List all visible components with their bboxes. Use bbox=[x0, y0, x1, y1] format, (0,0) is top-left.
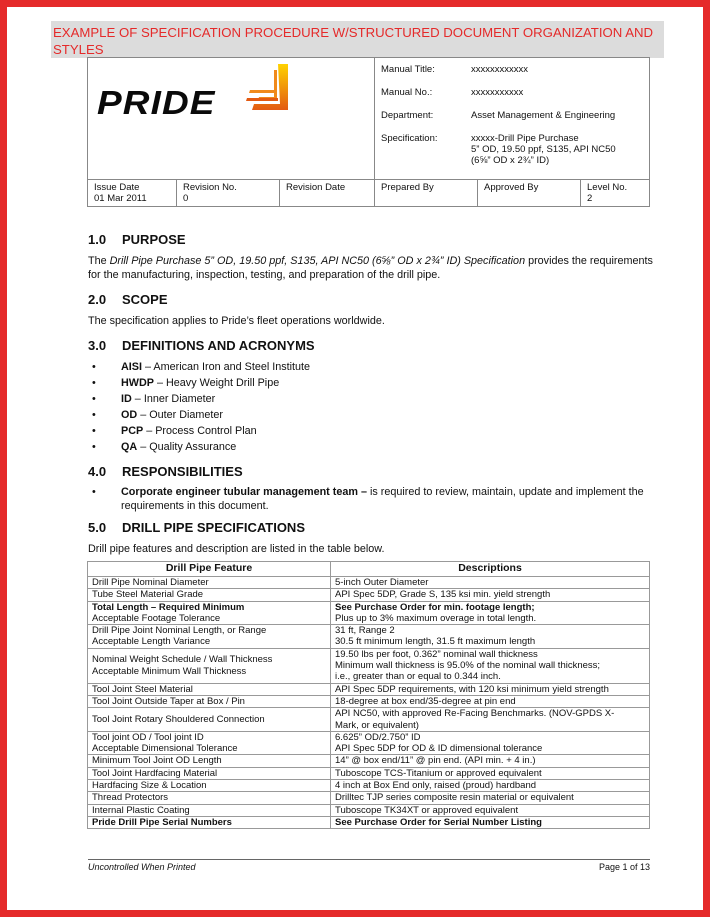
feature-cell-line: Acceptable Minimum Wall Thickness bbox=[92, 665, 247, 677]
description-cell bbox=[331, 625, 650, 649]
feature-cell-line: Acceptable Length Variance bbox=[92, 636, 211, 648]
description-cell bbox=[331, 648, 650, 683]
feature-cell-line: Tube Steel Material Grade bbox=[92, 589, 204, 601]
table-row bbox=[88, 731, 650, 755]
department-label: Department: bbox=[381, 110, 434, 121]
table-row bbox=[88, 755, 650, 767]
feature-cell-line: Tool joint OD / Tool joint ID bbox=[92, 731, 204, 743]
feature-cell-line: Internal Plastic Coating bbox=[92, 804, 190, 816]
manual-no-label: Manual No.: bbox=[381, 87, 433, 98]
description-cell bbox=[331, 601, 650, 625]
description-cell-line: See Purchase Order for min. footage length; bbox=[335, 601, 535, 613]
feature-cell-line: Tool Joint Hardfacing Material bbox=[92, 767, 218, 779]
level-no-value: 2 bbox=[587, 193, 593, 204]
definition-term: QA bbox=[121, 441, 138, 453]
feature-cell bbox=[88, 695, 331, 707]
definition-term: AISI bbox=[121, 361, 142, 373]
definition-term: ID bbox=[121, 393, 132, 405]
description-cell bbox=[331, 731, 650, 755]
description-cell bbox=[331, 755, 650, 767]
section-scope-heading bbox=[88, 293, 657, 307]
prepared-by-label: Prepared By bbox=[381, 182, 434, 193]
definition-term: OD bbox=[121, 409, 138, 421]
description-cell bbox=[331, 816, 650, 828]
manual-title-label: Manual Title: bbox=[381, 64, 435, 75]
description-cell bbox=[331, 780, 650, 792]
feature-cell-line: Tool Joint Rotary Shouldered Connection bbox=[92, 713, 265, 725]
list-item bbox=[88, 439, 657, 455]
definition-term: PCP bbox=[121, 425, 144, 437]
description-cell-line: Plus up to 3% maximum overage in total length. bbox=[335, 612, 537, 624]
approved-by-label: Approved By bbox=[484, 182, 539, 193]
feature-cell-line: Drill Pipe Joint Nominal Length, or Range bbox=[92, 625, 267, 637]
section-number: 1.0 bbox=[88, 232, 107, 247]
specification-line-3: (6⅝” OD x 2¾” ID) bbox=[471, 155, 550, 166]
feature-cell bbox=[88, 589, 331, 601]
table-row bbox=[88, 780, 650, 792]
definition-text: – Quality Assurance bbox=[137, 441, 237, 453]
feature-cell bbox=[88, 683, 331, 695]
feature-cell bbox=[88, 601, 331, 625]
section-number: 2.0 bbox=[88, 292, 107, 307]
column-header-descriptions: Descriptions bbox=[331, 562, 650, 577]
revision-no-label: Revision No. bbox=[183, 182, 237, 193]
table-row bbox=[88, 601, 650, 625]
table-row bbox=[88, 648, 650, 683]
description-cell bbox=[331, 589, 650, 601]
purpose-spec-title: Drill Pipe Purchase 5” OD, 19.50 ppf, S135, API NC50 (6⅝” OD x 2¾” ID) Specification bbox=[109, 255, 526, 267]
table-row bbox=[88, 577, 650, 589]
section-title: DRILL PIPE SPECIFICATIONS bbox=[122, 520, 305, 535]
table-row bbox=[88, 816, 650, 828]
definitions-list bbox=[88, 359, 657, 455]
description-cell-line: Drilltec TJP series composite resin material or equivalent bbox=[335, 792, 574, 804]
definition-text: – Heavy Weight Drill Pipe bbox=[154, 377, 280, 389]
section-number: 5.0 bbox=[88, 520, 107, 535]
description-cell-line: Tuboscope TCS-Titanium or approved equivalent bbox=[335, 767, 542, 779]
revision-date-cell bbox=[280, 180, 375, 207]
table-row bbox=[88, 792, 650, 804]
section-title: PURPOSE bbox=[122, 232, 186, 247]
description-cell-line: 18-degree at box end/35-degree at pin end bbox=[335, 695, 516, 707]
page-banner: EXAMPLE OF SPECIFICATION PROCEDURE W/STRUCTURED DOCUMENT ORGANIZATION AND STYLES bbox=[51, 21, 664, 58]
feature-cell-line: Tool Joint Outside Taper at Box / Pin bbox=[92, 695, 245, 707]
list-item bbox=[88, 391, 657, 407]
feature-cell-line: Total Length – Required Minimum bbox=[92, 601, 245, 613]
revision-no-value: 0 bbox=[183, 193, 189, 204]
description-cell-line: API Spec 5DP requirements, with 120 ksi minimum yield strength bbox=[335, 683, 609, 695]
description-cell-line: Minimum wall thickness is 95.0% of the nominal wall thickness; bbox=[335, 660, 601, 672]
document-body bbox=[88, 233, 657, 829]
table-header-row bbox=[88, 562, 650, 577]
description-cell-line: Mark, or equivalent) bbox=[335, 719, 419, 731]
description-cell-line: API NC50, with approved Re-Facing Benchmarks. (NOV-GPDS X- bbox=[335, 708, 615, 720]
page-footer bbox=[88, 859, 650, 872]
manual-no-value: xxxxxxxxxxx bbox=[471, 87, 524, 98]
definition-text: – Inner Diameter bbox=[131, 393, 216, 405]
feature-cell bbox=[88, 767, 331, 779]
description-cell bbox=[331, 767, 650, 779]
department-value: Asset Management & Engineering bbox=[471, 110, 616, 121]
feature-cell-line: Nominal Weight Schedule / Wall Thickness bbox=[92, 654, 273, 666]
logo-cell bbox=[88, 58, 375, 180]
purpose-paragraph bbox=[88, 254, 657, 282]
section-title: SCOPE bbox=[122, 292, 168, 307]
manual-title-value: xxxxxxxxxxxx bbox=[471, 64, 528, 75]
table-row bbox=[88, 695, 650, 707]
issue-date-cell bbox=[88, 180, 177, 207]
revision-no-cell bbox=[177, 180, 280, 207]
feature-cell-line: Thread Protectors bbox=[92, 792, 169, 804]
list-item bbox=[88, 485, 657, 513]
issue-date-label: Issue Date bbox=[94, 182, 140, 193]
document-page bbox=[7, 7, 703, 910]
responsibilities-list bbox=[88, 485, 657, 513]
purpose-text-pre: The bbox=[88, 255, 110, 267]
description-cell-line: See Purchase Order for Serial Number Listing bbox=[335, 816, 542, 828]
section-title: RESPONSIBILITIES bbox=[122, 464, 243, 479]
definition-term: HWDP bbox=[121, 377, 154, 389]
description-cell-line: API Spec 5DP, Grade S, 135 ksi min. yield strength bbox=[335, 589, 551, 601]
specification-line-1: xxxxx-Drill Pipe Purchase bbox=[471, 133, 579, 144]
level-no-cell bbox=[581, 180, 650, 207]
scope-paragraph: The specification applies to Pride’s fleet operations worldwide. bbox=[88, 315, 385, 327]
level-no-label: Level No. bbox=[587, 182, 628, 193]
feature-cell bbox=[88, 780, 331, 792]
description-cell-line: 31 ft, Range 2 bbox=[335, 625, 395, 637]
specs-intro: Drill pipe features and description are listed in the table below. bbox=[88, 543, 385, 555]
feature-cell bbox=[88, 755, 331, 767]
feature-cell-line: Hardfacing Size & Location bbox=[92, 780, 207, 792]
section-title: DEFINITIONS AND ACRONYMS bbox=[122, 338, 315, 353]
feature-cell bbox=[88, 804, 331, 816]
description-cell-line: 6.625” OD/2.750” ID bbox=[335, 731, 421, 743]
responsibility-text: is required to review, maintain, update and implement the requirements in this document. bbox=[121, 486, 644, 512]
purpose-text-post: provides the requirements for the manufacturing, inspection, testing, and preparation of the drill pipe. bbox=[88, 255, 653, 281]
section-number: 3.0 bbox=[88, 338, 107, 353]
description-cell bbox=[331, 708, 650, 732]
logo-wordmark: PRIDE bbox=[97, 84, 216, 121]
feature-cell bbox=[88, 816, 331, 828]
feature-cell bbox=[88, 708, 331, 732]
feature-cell bbox=[88, 648, 331, 683]
revision-meta-row bbox=[88, 180, 650, 207]
issue-date-value: 01 Mar 2011 bbox=[94, 193, 147, 204]
revision-date-label: Revision Date bbox=[286, 182, 346, 193]
list-item bbox=[88, 423, 657, 439]
drill-pipe-spec-table bbox=[87, 561, 650, 829]
section-definitions-heading bbox=[88, 339, 657, 353]
description-cell-line: Tuboscope TK34XT or approved equivalent bbox=[335, 804, 519, 816]
description-cell bbox=[331, 695, 650, 707]
description-cell bbox=[331, 804, 650, 816]
section-specs-heading bbox=[88, 521, 657, 535]
prepared-by-cell bbox=[375, 180, 478, 207]
definition-text: – Process Control Plan bbox=[143, 425, 257, 437]
table-row bbox=[88, 589, 650, 601]
feature-cell-line: Drill Pipe Nominal Diameter bbox=[92, 577, 209, 588]
table-row bbox=[88, 683, 650, 695]
feature-cell bbox=[88, 731, 331, 755]
feature-cell-line: Minimum Tool Joint OD Length bbox=[92, 755, 222, 767]
approved-by-cell bbox=[478, 180, 581, 207]
manual-info-cell bbox=[375, 58, 650, 180]
document-header-table bbox=[87, 57, 650, 207]
specification-value bbox=[471, 133, 643, 166]
table-row bbox=[88, 804, 650, 816]
section-number: 4.0 bbox=[88, 464, 107, 479]
footer-page-number: Page 1 of 13 bbox=[598, 862, 650, 872]
feature-cell-line: Acceptable Footage Tolerance bbox=[92, 612, 221, 624]
description-cell-line: API Spec 5DP for OD & ID dimensional tolerance bbox=[335, 743, 543, 755]
definition-text: – American Iron and Steel Institute bbox=[142, 361, 311, 373]
section-responsibilities-heading bbox=[88, 465, 657, 479]
section-purpose-heading bbox=[88, 233, 657, 247]
specification-line-2: 5” OD, 19.50 ppf, S135, API NC50 bbox=[471, 144, 616, 155]
list-item bbox=[88, 359, 657, 375]
description-cell-line: 4 inch at Box End only, raised (proud) hardband bbox=[335, 780, 537, 792]
feature-cell bbox=[88, 625, 331, 649]
table-row bbox=[88, 767, 650, 779]
feature-cell-line: Pride Drill Pipe Serial Numbers bbox=[92, 816, 232, 828]
description-cell-line: 14” @ box end/11” @ pin end. (API min. + 4 in.) bbox=[335, 755, 536, 767]
list-item bbox=[88, 407, 657, 423]
feature-cell-line: Acceptable Dimensional Tolerance bbox=[92, 743, 238, 755]
table-row bbox=[88, 625, 650, 649]
logo-flame-icon bbox=[244, 64, 290, 116]
definition-text: – Outer Diameter bbox=[137, 409, 224, 421]
footer-uncontrolled-note: Uncontrolled When Printed bbox=[88, 862, 196, 872]
description-cell-line: 30.5 ft minimum length, 31.5 ft maximum length bbox=[335, 636, 536, 648]
list-item bbox=[88, 375, 657, 391]
feature-cell bbox=[88, 577, 331, 589]
table-row bbox=[88, 708, 650, 732]
column-header-feature: Drill Pipe Feature bbox=[88, 562, 331, 577]
description-cell bbox=[331, 577, 650, 589]
description-cell bbox=[331, 792, 650, 804]
feature-cell-line: Tool Joint Steel Material bbox=[92, 683, 193, 695]
description-cell-line: 5-inch Outer Diameter bbox=[335, 577, 429, 588]
specification-label: Specification: bbox=[381, 133, 438, 144]
description-cell-line: 19.50 lbs per foot, 0.362” nominal wall thickness bbox=[335, 648, 538, 660]
description-cell bbox=[331, 683, 650, 695]
description-cell-line: i.e., greater than or equal to 0.344 inch. bbox=[335, 671, 501, 683]
responsibility-owner: Corporate engineer tubular management team – bbox=[121, 486, 367, 498]
feature-cell bbox=[88, 792, 331, 804]
